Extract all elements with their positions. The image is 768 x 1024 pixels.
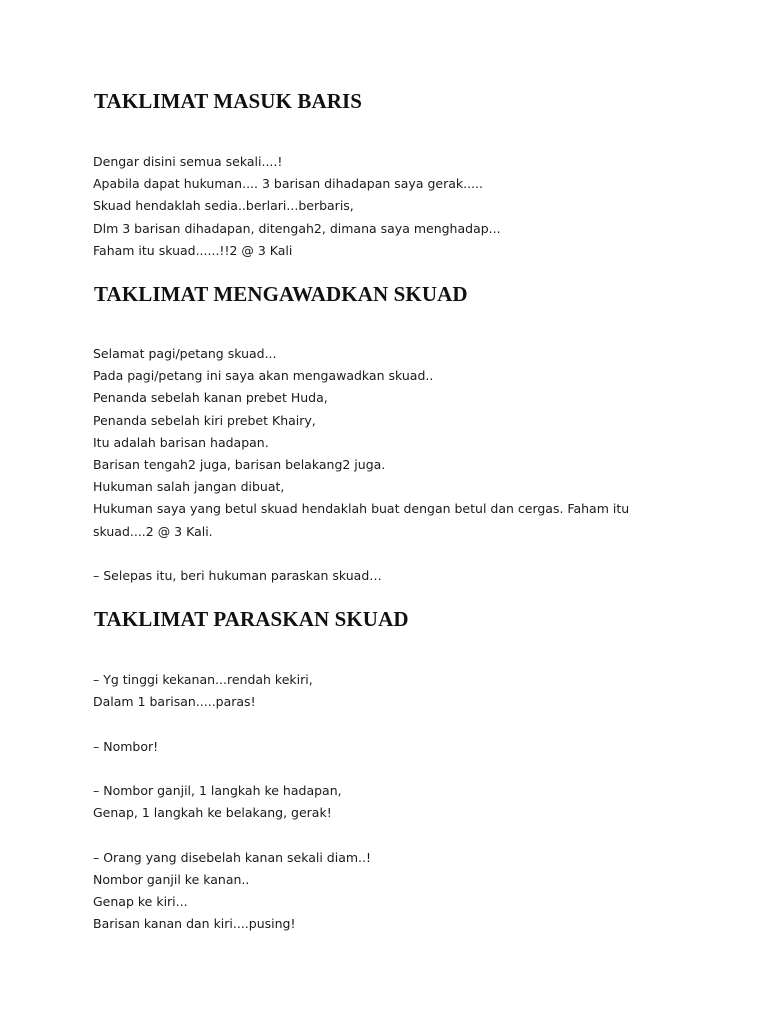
text-line: – Nombor!: [93, 738, 159, 754]
text-line: Faham itu skuad......!!2 @ 3 Kali: [93, 242, 293, 258]
text-line: Selamat pagi/petang skuad...: [93, 346, 277, 361]
blank-line: [93, 758, 673, 780]
text-line: – Orang yang disebelah kanan sekali diam..!: [93, 849, 372, 865]
section-body-masuk-baris: [93, 151, 673, 262]
text-line: Itu adalah barisan hadapan.: [93, 434, 269, 450]
blank-line: [93, 543, 673, 565]
text-line: Penanda sebelah kiri prebet Khairy,: [93, 412, 316, 428]
text-line: – Nombor ganjil, 1 langkah ke hadapan,: [93, 782, 342, 798]
text-line: – Yg tinggi kekanan...rendah kekiri,: [93, 672, 313, 687]
text-line: Hukuman saya yang betul skuad hendaklah buat dengan betul dan cergas. Faham itu skuad....2 @ 3 Kali.: [93, 501, 630, 539]
text-line: Hukuman salah jangan dibuat,: [93, 479, 285, 495]
section-body-mengawadkan-skuad: [93, 343, 673, 587]
text-line: Penanda sebelah kanan prebet Huda,: [93, 390, 328, 406]
text-line: Barisan tengah2 juga, barisan belakang2 juga.: [93, 457, 386, 473]
text-line: Apabila dapat hukuman.... 3 barisan dihadapan saya gerak.....: [93, 176, 483, 192]
text-line: Genap, 1 langkah ke belakang, gerak!: [93, 805, 332, 821]
text-line: Pada pagi/petang ini saya akan mengawadkan skuad..: [93, 368, 434, 384]
text-line: Barisan kanan dan kiri....pusing!: [93, 916, 296, 932]
text-line: Genap ke kiri...: [93, 893, 188, 909]
section-title-paraskan-skuad: TAKLIMAT PARASKAN SKUAD: [94, 607, 409, 631]
blank-line: [93, 713, 673, 735]
blank-line: [93, 824, 673, 846]
text-line: Skuad hendaklah sedia..berlari...berbaris,: [93, 198, 354, 214]
text-line: Dengar disini semua sekali....!: [93, 154, 283, 169]
text-line: Dlm 3 barisan dihadapan, ditengah2, dimana saya menghadap...: [93, 220, 501, 236]
section-title-mengawadkan-skuad: TAKLIMAT MENGAWADKAN SKUAD: [94, 282, 468, 306]
text-line: – Selepas itu, beri hukuman paraskan skuad…: [93, 568, 382, 584]
section-body-paraskan-skuad: [93, 669, 673, 935]
text-line: Dalam 1 barisan.....paras!: [93, 694, 256, 710]
section-title-masuk-baris: TAKLIMAT MASUK BARIS: [94, 89, 363, 113]
text-line: Nombor ganjil ke kanan..: [93, 871, 250, 887]
